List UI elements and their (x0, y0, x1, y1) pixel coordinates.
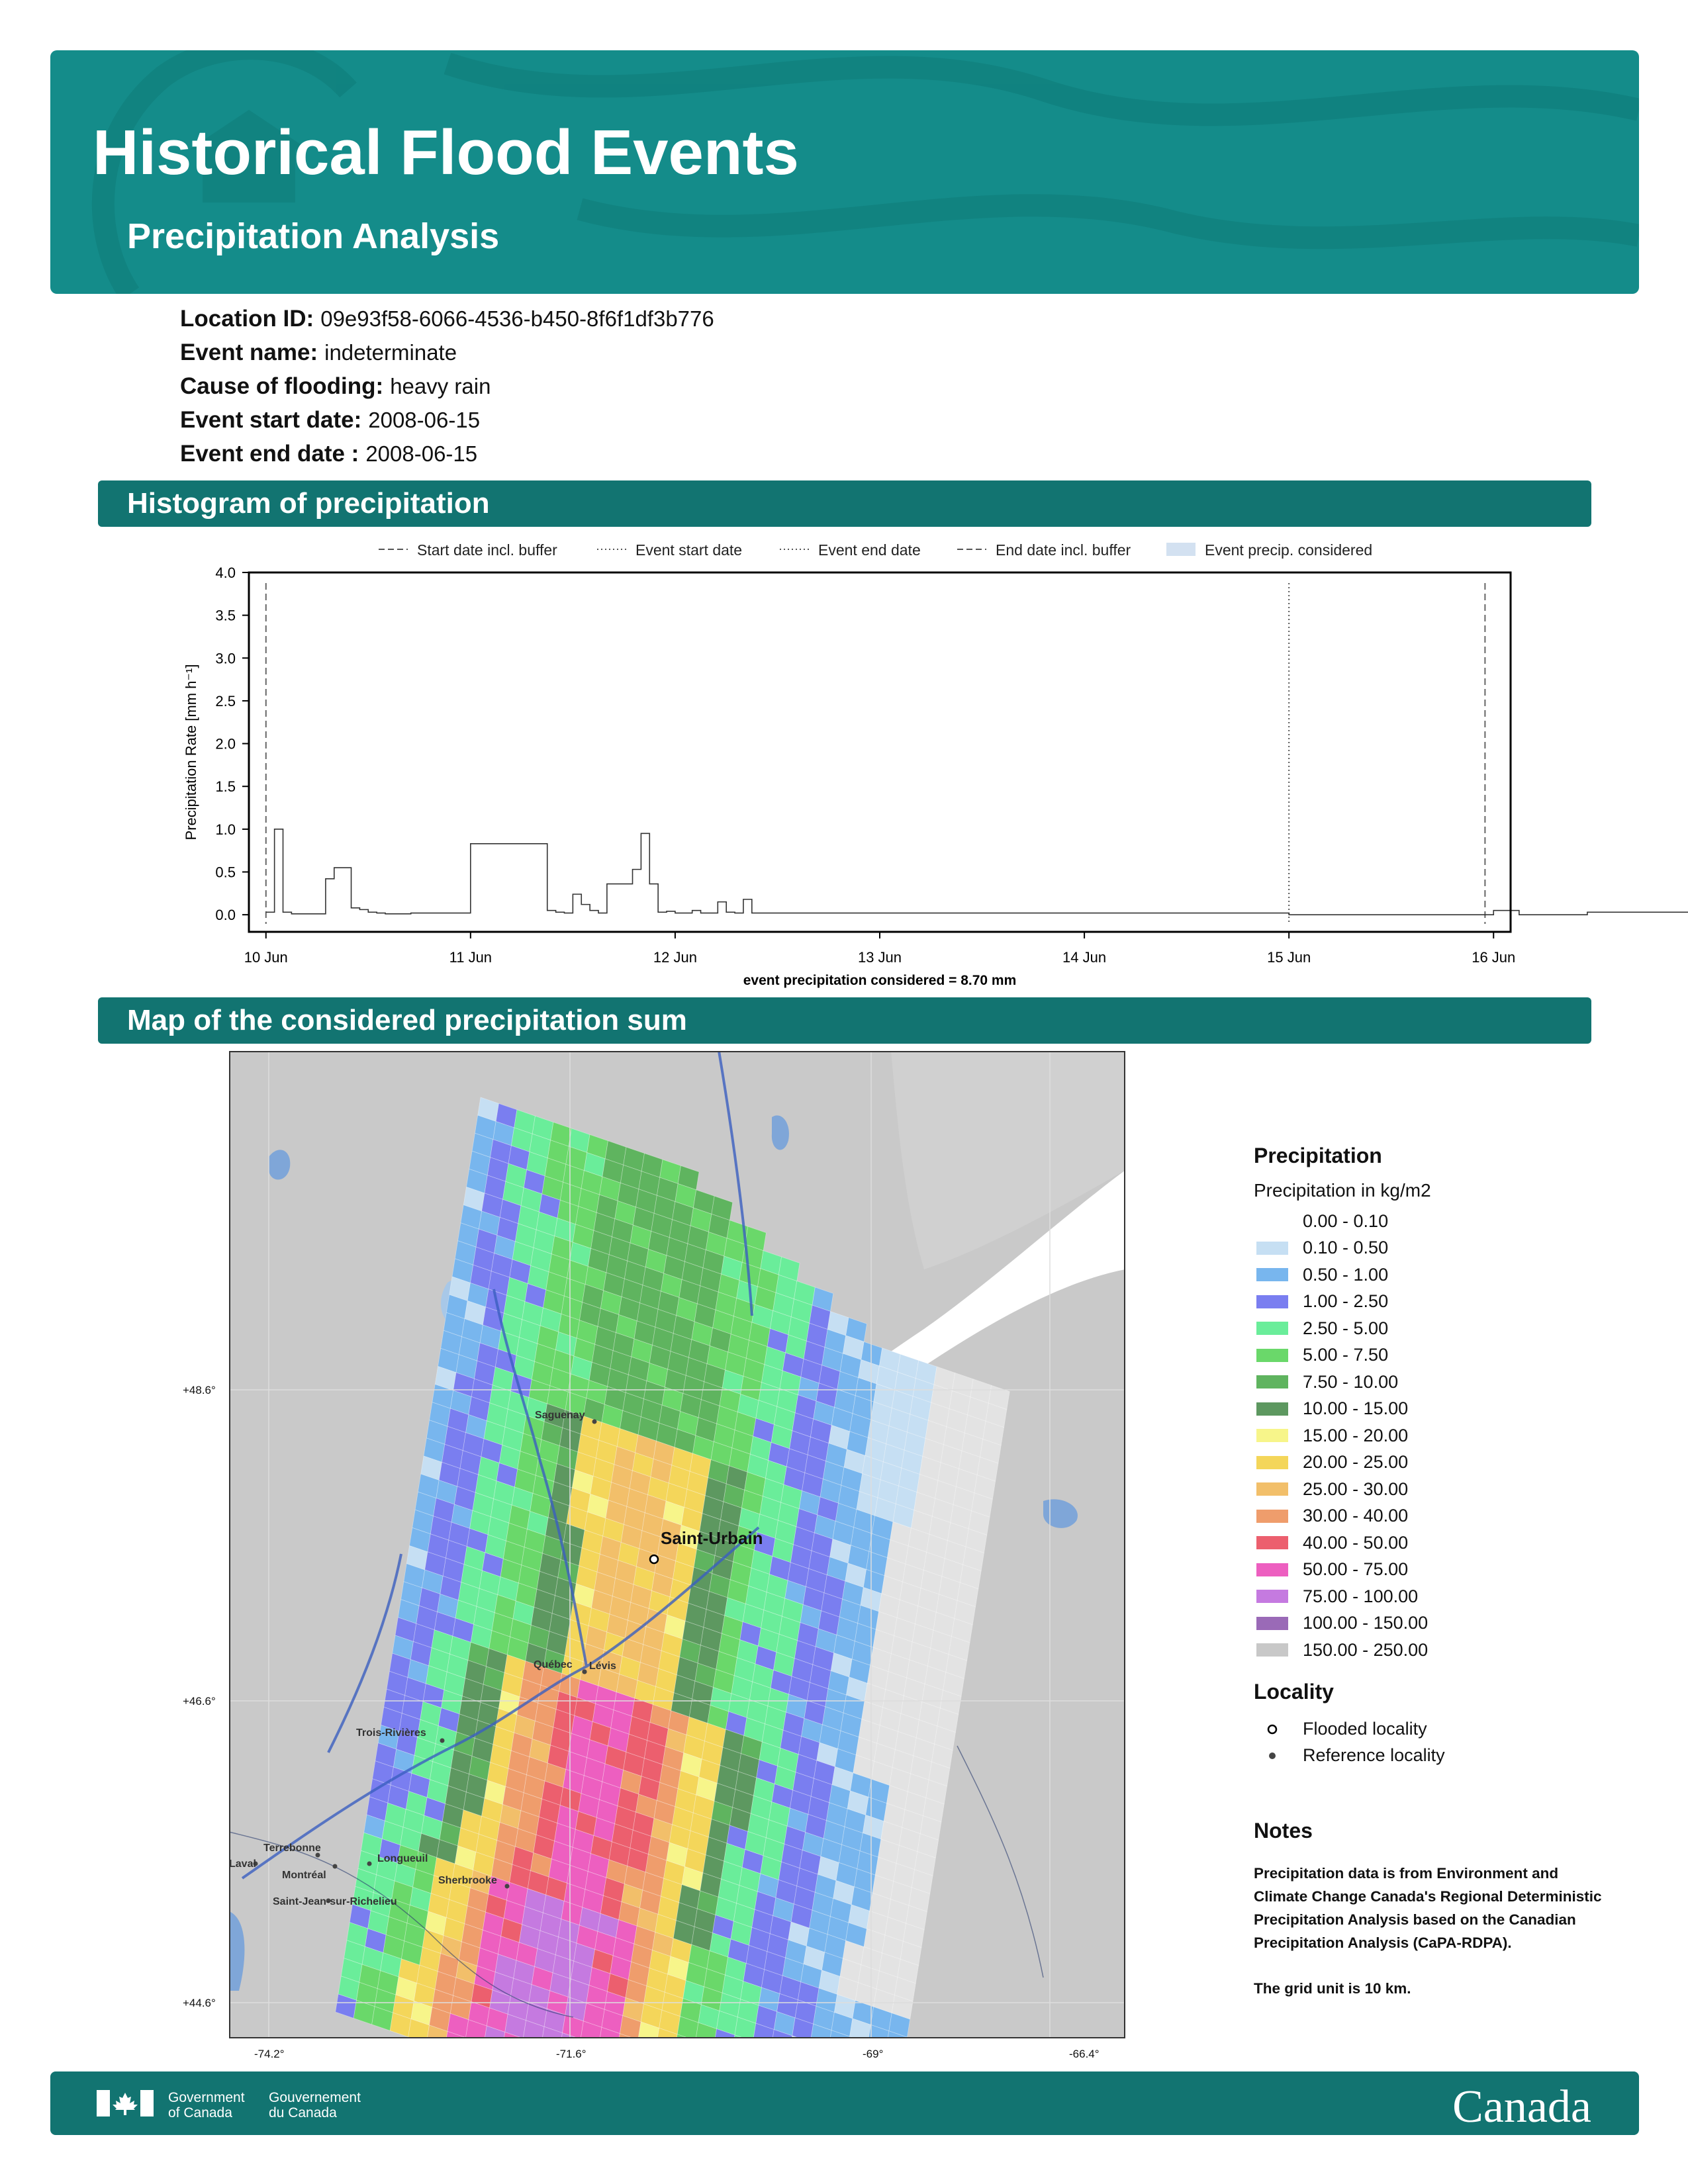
legend-color-swatch (1256, 1349, 1288, 1362)
x-tick-label: 15 Jun (1267, 949, 1311, 966)
canada-wordmark: Canada (1452, 2081, 1591, 2132)
map-lat-tick: +44.6° (183, 1997, 216, 2009)
legend-color-swatch (1256, 1643, 1288, 1657)
x-tick-label: 14 Jun (1062, 949, 1107, 966)
legend-color-swatch (1256, 1322, 1288, 1335)
reference-locality-label: Trois-Rivières (356, 1727, 426, 1739)
legend-class-label: 50.00 - 75.00 (1303, 1559, 1409, 1580)
legend-class-item (1254, 1289, 1624, 1316)
reference-locality-marker (367, 1862, 372, 1866)
notes-paragraph: Precipitation data is from Environment and Climate Change Canada's Regional Deterministic Precipitation Analysis based on the Canadian Precipitation Analysis (CaPA-RDPA). (1254, 1865, 1602, 1951)
reference-locality-marker (592, 1420, 597, 1424)
y-axis-label: Precipitation Rate [mm h⁻¹] (183, 664, 199, 841)
map-lon-tick: -66.4° (1069, 2048, 1100, 2060)
y-tick-label: 0.5 (215, 864, 236, 881)
info-value: heavy rain (390, 374, 491, 398)
notes-paragraph: The grid unit is 10 km. (1254, 1980, 1411, 1997)
legend-color-swatch (1256, 1429, 1288, 1442)
notes (1254, 1819, 1611, 2023)
gov-en-line: Government (168, 2090, 245, 2105)
chart-plot-area (183, 565, 1688, 988)
info-label: Event end date : (180, 441, 359, 467)
y-tick-label: 3.5 (215, 607, 236, 624)
y-tick-label: 0.0 (215, 907, 236, 924)
legend-locality-label: Reference locality (1303, 1745, 1445, 1765)
map-lon-tick: -71.6° (556, 2048, 586, 2060)
legend-color-swatch (1256, 1590, 1288, 1603)
legend-class-label: 5.00 - 7.50 (1303, 1345, 1389, 1365)
y-tick-label: 4.0 (215, 565, 236, 581)
legend-class-item (1254, 1396, 1624, 1423)
legend-color-swatch (1256, 1375, 1288, 1388)
legend-title: Precipitation (1254, 1144, 1382, 1167)
info-end-date (180, 441, 477, 467)
flooded-locality-marker (650, 1555, 658, 1563)
reference-locality-label: Montréal (282, 1870, 326, 1881)
x-tick-label: 11 Jun (449, 949, 492, 966)
map-lon-tick: -74.2° (254, 2048, 285, 2060)
reference-locality-marker (505, 1884, 510, 1889)
legend-color-swatch (1256, 1242, 1288, 1255)
gov-fr (269, 2090, 361, 2120)
legend-class-item (1254, 1422, 1624, 1449)
report-header (50, 50, 1639, 294)
legend-class-item (1254, 1529, 1624, 1557)
x-tick-label: 13 Jun (857, 949, 902, 966)
locality-title: Locality (1254, 1679, 1334, 1704)
reference-locality-marker (440, 1739, 445, 1743)
y-tick-label: 3.0 (215, 650, 236, 667)
info-label: Cause of flooding: (180, 373, 384, 399)
legend-class-label: 40.00 - 50.00 (1303, 1532, 1409, 1553)
dot-icon (1256, 1752, 1288, 1760)
y-tick-label: 1.5 (215, 778, 236, 796)
notes-title: Notes (1254, 1819, 1313, 1843)
legend-class-item (1254, 1315, 1624, 1342)
legend-entry-0 (379, 541, 557, 559)
plot-frame (249, 572, 1511, 932)
page-title: Historical Flood Events (93, 117, 799, 188)
legend-label: Event precip. considered (1205, 541, 1373, 559)
legend-entry-2 (780, 541, 921, 559)
legend-class-label: 25.00 - 30.00 (1303, 1479, 1409, 1499)
legend-class-label: 100.00 - 150.00 (1303, 1613, 1429, 1633)
legend-color-swatch (1256, 1268, 1288, 1281)
legend-class-item (1254, 1476, 1624, 1503)
legend-class-label: 0.50 - 1.00 (1303, 1264, 1389, 1285)
legend-locality-label: Flooded locality (1303, 1719, 1427, 1739)
legend-class-item (1254, 1610, 1624, 1637)
info-value: indeterminate (324, 340, 457, 365)
legend-class-label: 0.10 - 0.50 (1303, 1238, 1389, 1258)
legend-class-label: 1.00 - 2.50 (1303, 1291, 1389, 1312)
legend-class-label: 75.00 - 100.00 (1303, 1586, 1419, 1606)
legend-class-item (1254, 1583, 1624, 1610)
legend-class-label: 150.00 - 250.00 (1303, 1639, 1429, 1660)
legend-color-swatch (1256, 1510, 1288, 1523)
legend-class-item (1254, 1369, 1624, 1396)
info-value: 09e93f58-6066-4536-b450-8f6f1df3b776 (320, 306, 714, 331)
legend-entry-3 (957, 541, 1131, 559)
reference-locality-label: Sherbrooke (438, 1875, 497, 1886)
reference-locality-label: Saguenay (535, 1410, 585, 1421)
info-value: 2008-06-15 (368, 408, 481, 432)
legend-class-label: 20.00 - 25.00 (1303, 1452, 1409, 1473)
legend-color-swatch (1256, 1617, 1288, 1630)
legend-color-swatch (1256, 1402, 1288, 1416)
info-value: 2008-06-15 (365, 441, 478, 466)
x-tick-label: 16 Jun (1472, 949, 1516, 966)
x-tick-label: 10 Jun (244, 949, 288, 966)
reference-locality-label: Québec (534, 1659, 573, 1670)
legend-color-swatch (1256, 1563, 1288, 1576)
legend-class-label: 30.00 - 40.00 (1303, 1506, 1409, 1526)
flooded-locality-label: Saint-Urbain (661, 1528, 763, 1548)
legend-swatch (1166, 543, 1196, 556)
legend-label: Event end date (818, 541, 921, 559)
info-location-id (180, 306, 714, 332)
reference-locality-label: Saint-Jean-sur-Richelieu (273, 1896, 397, 1907)
y-tick-label: 1.0 (215, 821, 236, 838)
map-lat-tick: +46.6° (183, 1695, 216, 1707)
x-axis-label: event precipitation considered = 8.70 mm (743, 973, 1017, 988)
footer (50, 2071, 1639, 2135)
legend-class-item (1254, 1557, 1624, 1584)
legend-reference-locality (1254, 1743, 1624, 1769)
legend-flooded-locality (1254, 1716, 1624, 1743)
y-tick-label: 2.0 (215, 735, 236, 752)
legend-class-label: 15.00 - 20.00 (1303, 1425, 1409, 1445)
x-tick-label: 12 Jun (653, 949, 697, 966)
info-start-date (180, 407, 480, 433)
map-lon-tick: -69° (863, 2048, 884, 2060)
gov-en-line: of Canada (168, 2105, 232, 2120)
legend-class-item (1254, 1449, 1624, 1477)
legend-color-swatch (1256, 1536, 1288, 1549)
legend-classes (1254, 1208, 1624, 1664)
legend-class-label: 10.00 - 15.00 (1303, 1398, 1409, 1419)
reference-locality-marker (583, 1670, 587, 1674)
gov-en (168, 2090, 245, 2120)
legend-class-item (1254, 1342, 1624, 1369)
reference-locality-label: Terrebonne (263, 1843, 321, 1854)
map-legend (1254, 1144, 1624, 1769)
legend-class-item (1254, 1637, 1624, 1664)
legend-label: Event start date (635, 541, 743, 559)
legend-class-item (1254, 1503, 1624, 1530)
legend-class-item (1254, 1261, 1624, 1289)
page-subtitle: Precipitation Analysis (127, 216, 500, 256)
legend-class-label: 2.50 - 5.00 (1303, 1318, 1389, 1338)
legend-class-label: 0.00 - 0.10 (1303, 1210, 1389, 1231)
gov-fr-line: Gouvernement (269, 2090, 361, 2105)
legend-class-item (1254, 1235, 1624, 1262)
precipitation-map (229, 1051, 1125, 2038)
info-label: Event start date: (180, 407, 362, 433)
hollow-circle-icon (1256, 1724, 1288, 1735)
reference-locality-marker (333, 1864, 338, 1869)
section-histogram-title: Histogram of precipitation (98, 480, 1591, 527)
info-label: Event name: (180, 340, 318, 365)
reference-locality-label: Longueuil (377, 1853, 428, 1864)
legend-color-swatch (1256, 1214, 1288, 1228)
reference-locality-label: Laval (229, 1858, 256, 1870)
legend-entry-1 (597, 541, 742, 559)
precip-series-line (266, 596, 1688, 915)
legend-label: End date incl. buffer (996, 541, 1131, 559)
legend-color-swatch (1256, 1295, 1288, 1308)
reference-locality-label: Lévis (589, 1661, 616, 1672)
canada-flag-icon (97, 2089, 154, 2118)
legend-color-swatch (1256, 1482, 1288, 1496)
legend-class-item (1254, 1208, 1624, 1235)
info-event-name (180, 340, 457, 366)
chart-legend (379, 541, 1372, 559)
info-label: Location ID: (180, 306, 314, 332)
gov-fr-line: du Canada (269, 2105, 337, 2120)
section-map-title: Map of the considered precipitation sum (98, 997, 1591, 1044)
y-tick-label: 2.5 (215, 692, 236, 709)
map-lat-tick: +48.6° (183, 1384, 216, 1396)
legend-color-swatch (1256, 1456, 1288, 1469)
legend-label: Start date incl. buffer (417, 541, 557, 559)
precipitation-chart (0, 529, 1688, 993)
legend-entry-4 (1166, 541, 1372, 559)
legend-subtitle: Precipitation in kg/m2 (1254, 1180, 1431, 1201)
legend-class-label: 7.50 - 10.00 (1303, 1371, 1399, 1392)
info-cause (180, 373, 491, 400)
